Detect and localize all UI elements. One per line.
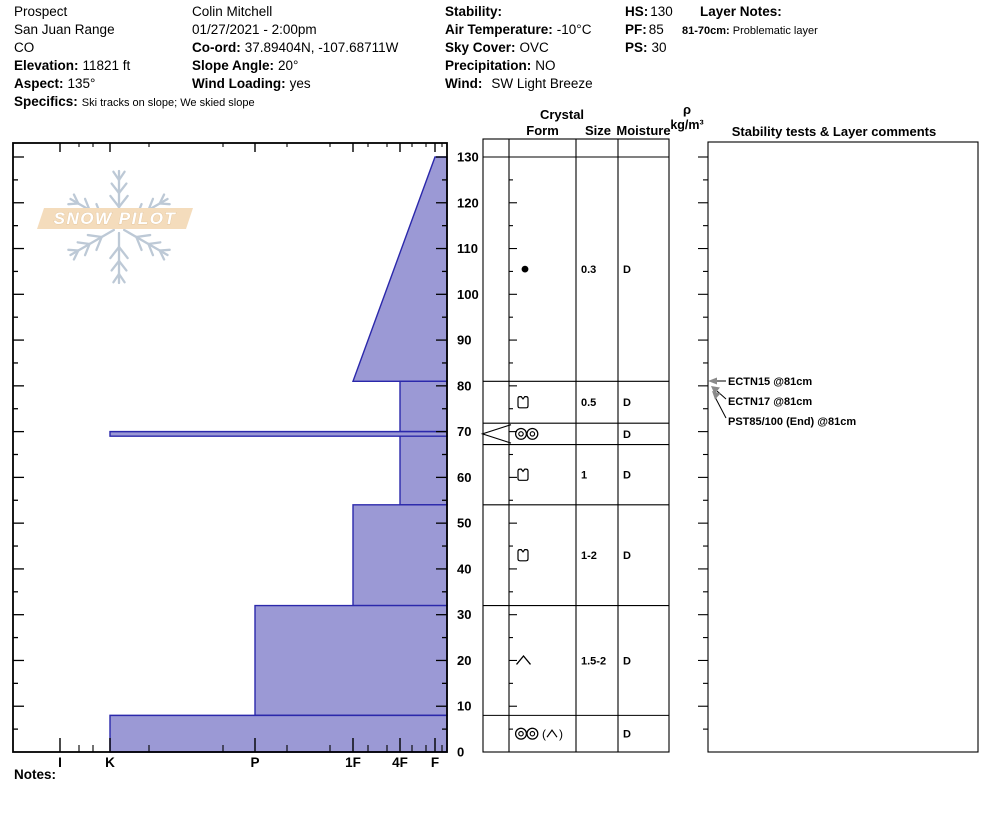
- snowflake-twig: [160, 204, 170, 205]
- range-name: San Juan Range: [14, 22, 115, 37]
- layer-flag-pointer: [483, 425, 512, 443]
- grain-form-glyph-caret-small: [547, 730, 557, 737]
- depth-label-30: 30: [457, 607, 472, 623]
- test-label-1: ECTN17 @81cm: [728, 396, 813, 408]
- moisture-value: D: [623, 428, 631, 441]
- precipitation: Precipitation: NO: [445, 58, 556, 73]
- slope-angle: Slope Angle: 20°: [192, 58, 299, 73]
- grain-form-glyph-crust-ring: [516, 429, 527, 440]
- test-arrow-head: [712, 391, 721, 400]
- depth-label-100: 100: [457, 286, 479, 302]
- grain-form-glyph-crust-core: [519, 731, 523, 735]
- air-temperature: Air Temperature: -10°C: [445, 22, 592, 37]
- test-arrow-head: [708, 378, 717, 385]
- snowflake-twig: [119, 247, 128, 258]
- hardness-label-4F: 4F: [392, 755, 408, 770]
- moisture-value: D: [623, 550, 631, 563]
- ps-value: PS: 30: [625, 40, 667, 55]
- depth-label-80: 80: [457, 378, 472, 394]
- wind-loading: Wind Loading: yes: [192, 76, 311, 91]
- moisture-value: D: [623, 655, 631, 668]
- depth-label-60: 60: [457, 469, 472, 485]
- hs-total-depth: HS: 130: [625, 4, 673, 19]
- depth-label-10: 10: [457, 698, 472, 714]
- layer-bar-69-54: [400, 436, 447, 505]
- panel-header-stability: Stability tests & Layer comments: [731, 124, 937, 139]
- observation-datetime: 01/27/2021 - 2:00pm: [192, 22, 317, 37]
- table-header-moisture: Moisture: [616, 123, 671, 138]
- elevation: Elevation: 11821 ft: [14, 58, 131, 73]
- snowflake-twig: [136, 235, 150, 237]
- depth-label-110: 110: [457, 241, 478, 257]
- table-header-rho: ρ: [682, 102, 692, 117]
- hardness-label-1F: 1F: [345, 755, 361, 770]
- grain-form-glyph-notched-square: [518, 397, 528, 408]
- grain-form-glyph-crust-core: [530, 432, 534, 436]
- grain-form-glyph-dot: [522, 266, 529, 273]
- grain-form-paren-close: ): [559, 727, 563, 742]
- notes-label: Notes:: [14, 767, 57, 782]
- table-header-crystal: Crystal: [539, 107, 585, 122]
- snowflake-twig: [110, 196, 119, 207]
- layer-note-entry: 81-70cm: Problematic layer: [682, 25, 818, 37]
- coordinates: Co-ord: 37.89404N, -107.68711W: [192, 40, 399, 55]
- depth-label-130: 130: [457, 149, 479, 165]
- header-snowpack: [625, 3, 673, 57]
- depth-label-120: 120: [457, 195, 479, 211]
- table-header-form: Form: [526, 123, 559, 138]
- specifics: Specifics: Ski tracks on slope; We skied slope: [14, 94, 255, 109]
- site-name: Prospect: [14, 4, 68, 19]
- grain-form-glyph-crust-core: [519, 432, 523, 436]
- grain-form-paren-open: (: [542, 727, 546, 742]
- wind: Wind: SW Light Breeze: [445, 76, 593, 91]
- hardness-label-K: K: [105, 755, 115, 770]
- pf-pit-depth: PF: 85: [625, 22, 664, 37]
- grain-form-glyph-caret: [517, 656, 531, 665]
- logo-text: SNOW PILOT: [53, 209, 177, 228]
- depth-label-0: 0: [457, 744, 465, 760]
- test-label-0: ECTN15 @81cm: [728, 376, 813, 388]
- layer-bar-70-69: [110, 432, 447, 437]
- observer-name: Colin Mitchell: [192, 4, 273, 19]
- snowflake-twig: [78, 242, 90, 244]
- header-conditions: [445, 3, 593, 93]
- grain-size-value: 0.5: [581, 397, 597, 410]
- layer-bar-8-0: [110, 715, 447, 752]
- grain-form-glyph-notched-square: [518, 550, 528, 561]
- snowflake-twig: [110, 247, 119, 258]
- snowflake-twig: [68, 204, 78, 205]
- depth-label-40: 40: [457, 561, 472, 577]
- aspect: Aspect: 135°: [14, 76, 96, 91]
- snowflake-twig: [68, 250, 78, 251]
- grain-form-glyph-crust-ring: [527, 429, 538, 440]
- layer-bar-54-32: [353, 505, 447, 606]
- grain-size-value: 1.5-2: [581, 655, 607, 668]
- test-label-2: PST85/100 (End) @81cm: [728, 416, 857, 428]
- layer-bar-130-81: [353, 157, 447, 381]
- stability: Stability:: [445, 4, 503, 19]
- layer-bar-81-70: [400, 381, 447, 431]
- test-arrow-line: [715, 397, 726, 418]
- grain-form-glyph-crust-ring: [516, 728, 527, 739]
- snowflake-twig: [160, 250, 170, 251]
- stability-panel: [708, 142, 978, 752]
- snowflake-twig: [119, 196, 128, 207]
- sky-cover: Sky Cover: OVC: [445, 40, 549, 55]
- grain-form-glyph-notched-square: [518, 469, 528, 480]
- table-header-rho-units: kg/m³: [670, 118, 704, 132]
- snowflake-twig: [88, 235, 102, 237]
- header-observation: [192, 3, 398, 93]
- depth-label-20: 20: [457, 652, 472, 668]
- grain-size-value: 0.3: [581, 264, 597, 277]
- moisture-value: D: [623, 469, 631, 482]
- table-header-size: Size: [584, 123, 612, 138]
- grain-form-glyph-crust-core: [530, 731, 534, 735]
- grain-form-glyph-crust-ring: [527, 728, 538, 739]
- moisture-value: D: [623, 728, 631, 741]
- layer-bar-32-8: [255, 606, 447, 716]
- grain-size-value: 1-2: [581, 550, 597, 563]
- state-name: CO: [14, 40, 35, 55]
- depth-label-90: 90: [457, 332, 472, 348]
- hardness-label-P: P: [250, 755, 260, 770]
- depth-label-50: 50: [457, 515, 472, 531]
- snowflake-twig: [148, 242, 160, 244]
- grain-size-value: 1: [581, 469, 588, 482]
- hardness-label-F: F: [430, 755, 440, 770]
- moisture-value: D: [623, 264, 631, 277]
- depth-label-70: 70: [457, 424, 472, 440]
- hardness-label-I: I: [58, 755, 62, 770]
- moisture-value: D: [623, 397, 631, 410]
- layer-notes-title: Layer Notes:: [700, 4, 782, 19]
